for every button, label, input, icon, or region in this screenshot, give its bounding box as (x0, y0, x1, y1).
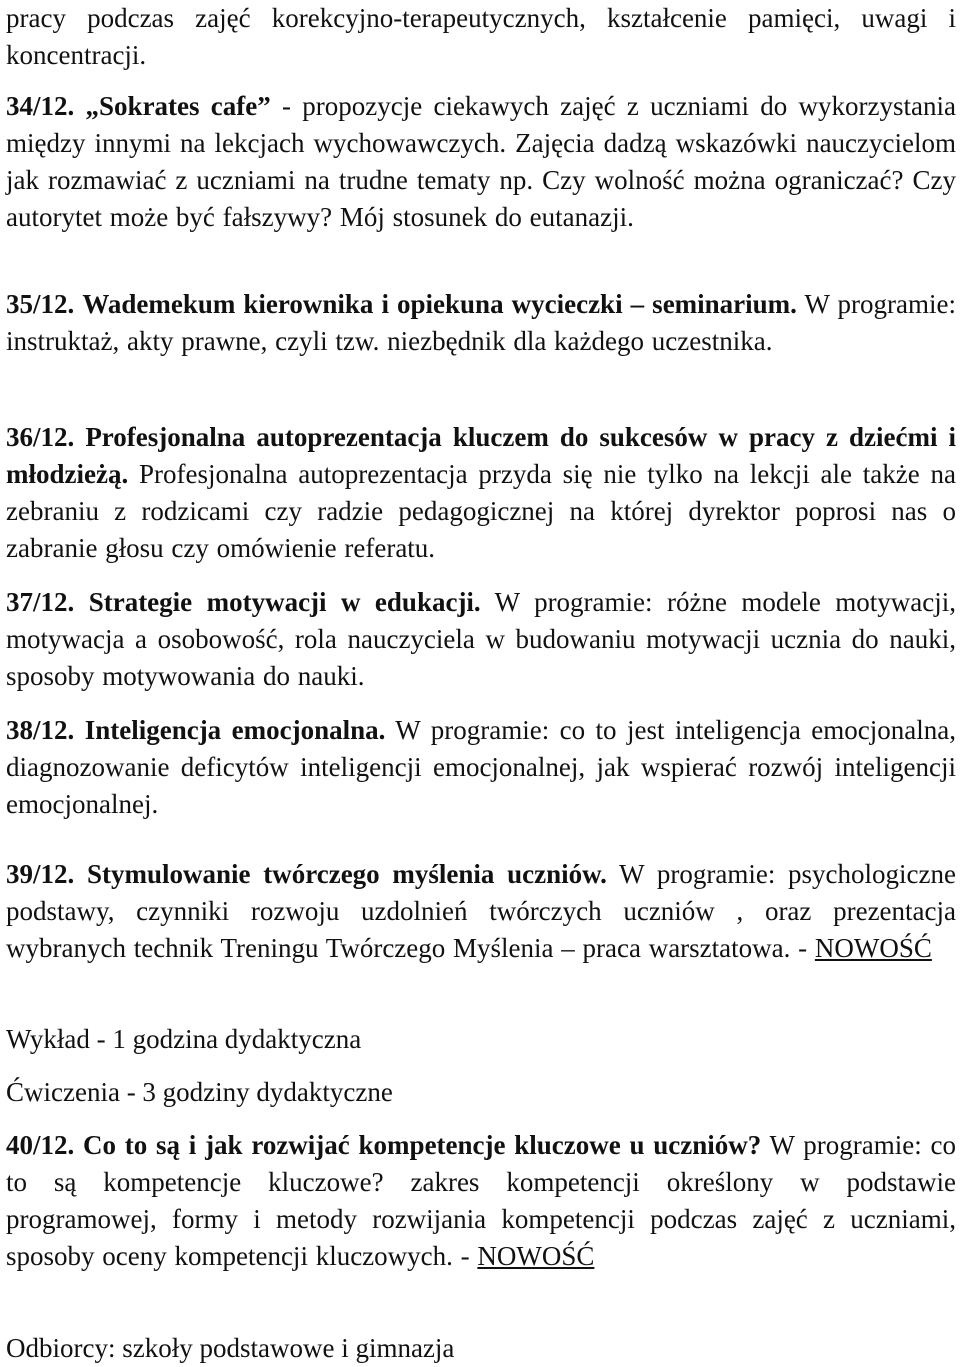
entry-35-title: Wademekum kierownika i opiekuna wycieczki – seminarium. (82, 289, 797, 319)
entry-37 (6, 584, 956, 695)
intro-paragraph (6, 0, 956, 74)
entry-39-lecture: Wykład - 1 godzina dydaktyczna (6, 1024, 362, 1054)
entry-38-number: 38/12. (6, 715, 75, 745)
entry-37-body: W programie: różne modele motywacji, motywacja a osobowość, rola nauczyciela w budowaniu motywacji ucznia do nauki, sposoby motywowania do nauki. (6, 587, 956, 691)
entry-38-title: Inteligencja emocjonalna. (84, 715, 386, 745)
entry-40-audience: Odbiorcy: szkoły podstawowe i gimnazja (6, 1333, 455, 1363)
entry-39-number: 39/12. (6, 859, 75, 889)
entry-35-number: 35/12. (6, 289, 75, 319)
entry-36-title: Profesjonalna autoprezentacja kluczem do sukcesów w pracy z dziećmi i młodzieżą. (6, 422, 957, 489)
entry-36-body: Profesjonalna autoprezentacja przyda się nie tylko na lekcji ale także na zebraniu z rodzicami czy radzie pedagogicznej na której dyrektor poprosi nas o zabranie głosu czy omówienie referatu. (6, 459, 956, 563)
entry-39-exercises: Ćwiczenia - 3 godziny dydaktyczne (6, 1077, 393, 1107)
entry-37-title: Strategie motywacji w edukacji. (88, 587, 481, 617)
entry-40-title: Co to są i jak rozwijać kompetencje kluczowe u uczniów? (83, 1130, 762, 1160)
entry-34-body: - propozycje ciekawych zajęć z uczniami do wykorzystania między innymi na lekcjach wychowawczych. Zajęcia dadzą wskazówki nauczycielom jak rozmawiać z uczniami na trudne tematy np. Czy wolność można ograniczać? Czy autorytet może być fałszywy? Mój stosunek do eutanazji. (6, 91, 956, 232)
entry-39-body: W programie: psychologiczne podstawy, czynniki rozwoju uzdolnień twórczych uczniów , oraz prezentacja wybranych technik Treningu Twórczego Myślenia – praca warsztatowa. - (6, 859, 956, 963)
entry-39-title: Stymulowanie twórczego myślenia uczniów. (87, 859, 607, 889)
entry-40-new-badge: NOWOŚĆ (477, 1241, 595, 1271)
entry-37-number: 37/12. (6, 587, 75, 617)
entry-34-number: 34/12. (6, 91, 75, 121)
entry-34 (6, 88, 956, 236)
entry-40 (6, 1127, 956, 1275)
intro-text: pracy podczas zajęć korekcyjno-terapeutycznych, kształcenie pamięci, uwagi i koncentracji. (6, 3, 956, 70)
entry-35-body: W programie: instruktaż, akty prawne, czyli tzw. niezbędnik dla każdego uczestnika. (6, 289, 957, 356)
entry-36-number: 36/12. (6, 422, 75, 452)
entry-35 (6, 286, 956, 360)
entry-36 (6, 419, 956, 567)
entry-39 (6, 856, 956, 967)
entry-39-new-badge: NOWOŚĆ (814, 933, 932, 963)
entry-38-body: W programie: co to jest inteligencja emocjonalna, diagnozowanie deficytów inteligencji emocjonalnej, jak wspierać rozwój inteligencji emocjonalnej. (6, 715, 956, 819)
entry-40-body: W programie: co to są kompetencje kluczowe? zakres kompetencji określony w podstawie programowej, formy i metody rozwijania kompetencji podczas zajęć z uczniami, sposoby oceny kompetencji kluczowych. - (6, 1130, 957, 1271)
entry-40-number: 40/12. (6, 1130, 75, 1160)
entry-38 (6, 712, 956, 823)
entry-34-title: „Sokrates cafe” (85, 91, 271, 121)
